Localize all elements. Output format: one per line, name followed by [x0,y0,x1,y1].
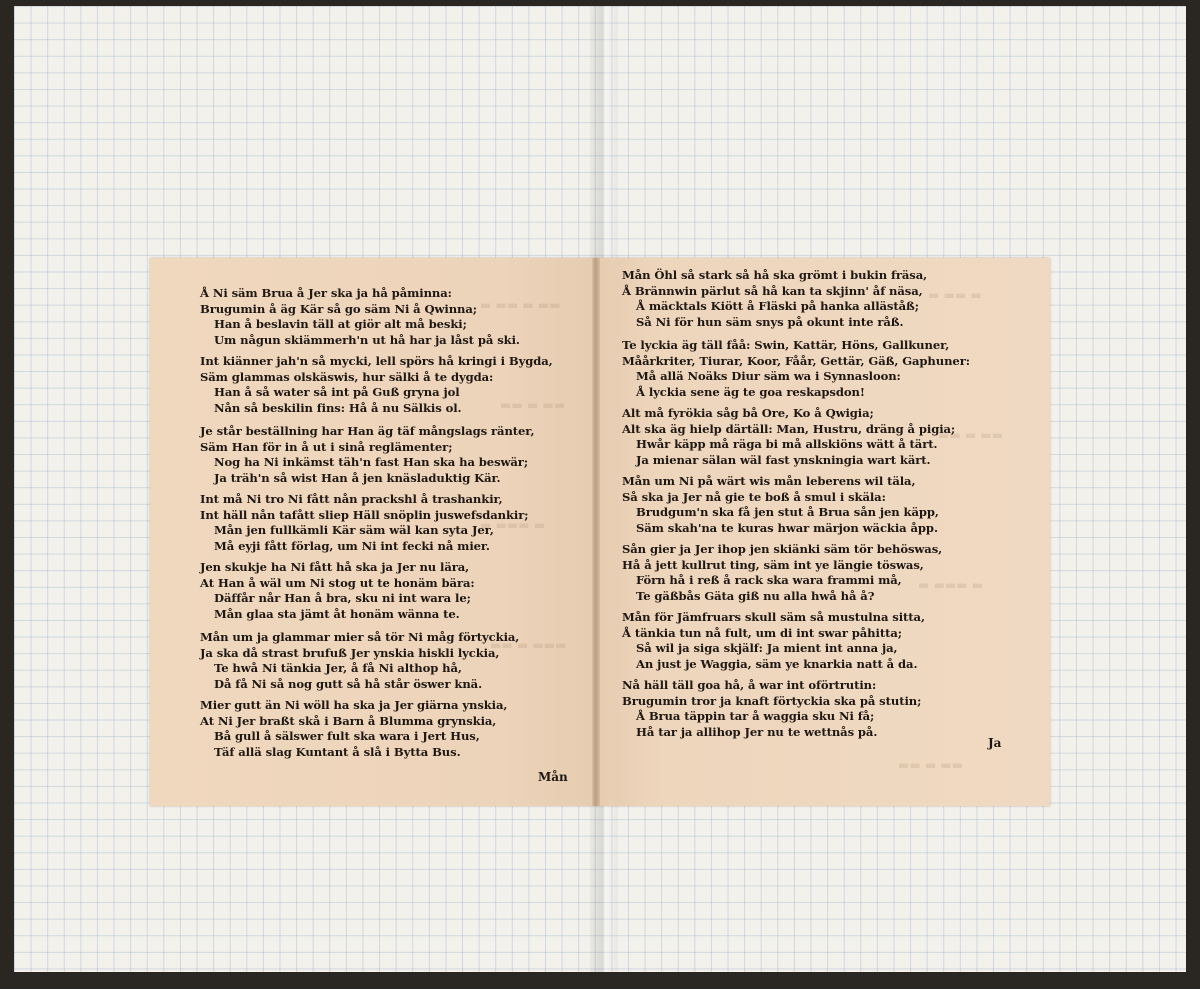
verse-line: Mån jen fullkämli Kär säm wäl kan syta Jer, [214,523,494,537]
verse-line: Nån så beskilin fins: Hå å nu Sälkis ol. [214,400,462,415]
verse-line: Te gäßbås Gäta giß nu alla hwå hå å? [636,588,875,603]
verse-line: Int kiänner jah'n så mycki, lell spörs hå kringi i Bygda, [200,354,553,368]
verse-line: Alt må fyrökia såg bå Ore, Ko å Qwigia; [622,406,874,420]
left-stanza-1 [200,286,520,348]
verse-line: Å mäcktals Kiött å Fläski på hanka alläståß; [636,299,919,313]
verse-line: Sån gier ja Jer ihop jen skiänki säm tör behöswas, [622,542,943,556]
verse-line: Mån Öhl så stark så hå ska grömt i bukin fräsa, [622,268,928,282]
verse-line: Brugumin å äg Kär så go säm Ni å Qwinna; [200,301,477,316]
verse-line: Nå häll täll goa hå, å war int oförtrutin: [622,678,877,692]
right-stanza-7 [622,678,921,740]
right-stanza-6 [622,610,925,672]
verse-line: Je står beställning har Han äg täf mångslags ränter, [200,424,535,438]
verse-line: Bå gull å sälswer fult ska wara i Jert Hus, [214,729,480,743]
printed-sheet [150,258,1050,806]
verse-line: Så wil ja siga skjälf: Ja mient int anna ja, [636,641,898,655]
verse-line: Brudgum'n ska få jen stut å Brua sån jen käpp, [636,505,939,519]
verse-line: Säm skah'na te kuras hwar märjon wäckia åpp. [636,520,938,535]
verse-line: Å tänkia tun nå fult, um di int swar påhitta; [622,625,902,640]
verse-line: Ja träh'n så wist Han å jen knäsladuktig Kär. [214,470,501,485]
verse-line: Så ska ja Jer nå gie te boß å smul i skäla: [622,489,886,504]
verse-line: Å Brännwin pärlut så hå kan ta skjinn' åf näsa, [622,283,923,298]
verse-line: Han å så water så int på Guß gryna jol [214,385,460,399]
right-catchword: Ja [988,736,1002,750]
verse-line: Um någun skiämmerh'n ut hå har ja låst på ski. [214,332,520,347]
verse-line: Brugumin tror ja knaft förtyckia ska på stutin; [622,693,922,708]
verse-line: Må allä Noäks Diur säm wa i Synnasloon: [636,369,901,383]
verse-line: Mån um Ni på wärt wis mån leberens wil täla, [622,474,916,488]
verse-line: At Han å wäl um Ni stog ut te honäm bära: [200,575,475,590]
show-through: ▬ ▬▬ ▬ [928,288,982,302]
verse-line: Hwår käpp må räga bi må allskiöns wätt å tärt. [636,437,938,451]
show-through: ▬▬ ▬ ▬▬ [938,428,1004,442]
verse-line: Ja ska då strast brufuß Jer ynskia hiskli lyckia, [200,645,500,660]
verse-line: Te lyckia äg täll fåå: Swin, Kattär, Höns, Gallkuner, [622,338,950,352]
show-through: ▬ ▬▬ ▬ ▬▬ [480,298,561,312]
verse-line: Förn hå i reß å rack ska wara frammi må, [636,573,902,587]
verse-line: Ja mienar sälan wäl fast ynskningia wart kärt. [636,452,931,467]
show-through: ▬▬ ▬ ▬▬▬ [490,638,567,652]
verse-line: Säm glammas olskäswis, hur sälki å te dygda: [200,369,494,384]
verse-line: Å lyckia sene äg te goa reskapsdon! [636,384,865,399]
right-stanza-3 [622,406,955,468]
right-stanza-1 [622,268,927,330]
show-through: ▬ ▬▬▬ ▬ [480,518,546,532]
verse-line: Då få Ni så nog gutt så hå står öswer knä. [214,676,483,691]
verse-line: Mån glaa sta jämt åt honäm wänna te. [214,606,460,621]
verse-line: Mån för Jämfruars skull säm så mustulna sitta, [622,610,925,624]
verse-line: Säm Han för in å ut i sinå reglämenter; [200,439,453,454]
verse-line: Måårkriter, Tiurar, Koor, Fåår, Gettär, Gäß, Gaphuner: [622,353,970,368]
left-stanza-7 [200,698,507,760]
show-through: ▬ ▬▬▬ ▬ [918,578,984,592]
verse-line: Täf allä slag Kuntant å slå i Bytta Bus. [214,744,461,759]
verse-line: Å Ni säm Brua å Jer ska ja hå påminna: [200,286,452,300]
verse-line: Hå tar ja allihop Jer nu te wettnås på. [636,724,878,739]
verse-line: Int må Ni tro Ni fått nån prackshl å trashankir, [200,492,503,506]
right-stanza-2 [622,338,970,400]
verse-line: Int häll nån tafått sliep Häll snöplin juswefsdankir; [200,507,529,522]
verse-line: Mier gutt än Ni wöll ha ska ja Jer giärna ynskia, [200,698,508,712]
verse-line: Så Ni för hun säm snys på okunt inte råß. [636,314,904,329]
left-catchword: Mån [538,770,568,784]
verse-line: An just je Waggia, säm ye knarkia natt å da. [636,656,918,671]
verse-line: Mån um ja glammar mier så tör Ni måg förtyckia, [200,630,520,644]
left-stanza-4 [200,492,528,554]
left-stanza-3 [200,424,534,486]
verse-line: At Ni Jer braßt skå i Barn å Blumma grynskia, [200,713,497,728]
verse-line: Må eyji fått förlag, um Ni int fecki nå mier. [214,538,490,553]
show-through: ▬▬ ▬ ▬▬ [898,758,964,772]
verse-line: Däffår når Han å bra, sku ni int wara le; [214,591,471,605]
left-stanza-5 [200,560,475,622]
right-stanza-5 [622,542,942,604]
verse-line: Jen skukje ha Ni fått hå ska ja Jer nu lära, [200,560,470,574]
left-stanza-6 [200,630,519,692]
verse-line: Han å beslavin täll at giör alt må beski; [214,317,467,331]
verse-line: Alt ska äg hielp därtäll: Man, Hustru, dräng å pigia; [622,421,956,436]
right-stanza-4 [622,474,939,536]
verse-line: Nog ha Ni inkämst täh'n fast Han ska ha beswär; [214,455,528,469]
verse-line: Å Brua täppin tar å waggia sku Ni få; [636,709,875,723]
left-stanza-2 [200,354,553,416]
show-through: ▬▬ ▬ ▬▬ [500,398,566,412]
verse-line: Te hwå Ni tänkia Jer, å få Ni althop hå, [214,661,462,675]
verse-line: Hå å jett kullrut ting, säm int ye längie töswas, [622,557,924,572]
centre-fold [592,258,600,806]
